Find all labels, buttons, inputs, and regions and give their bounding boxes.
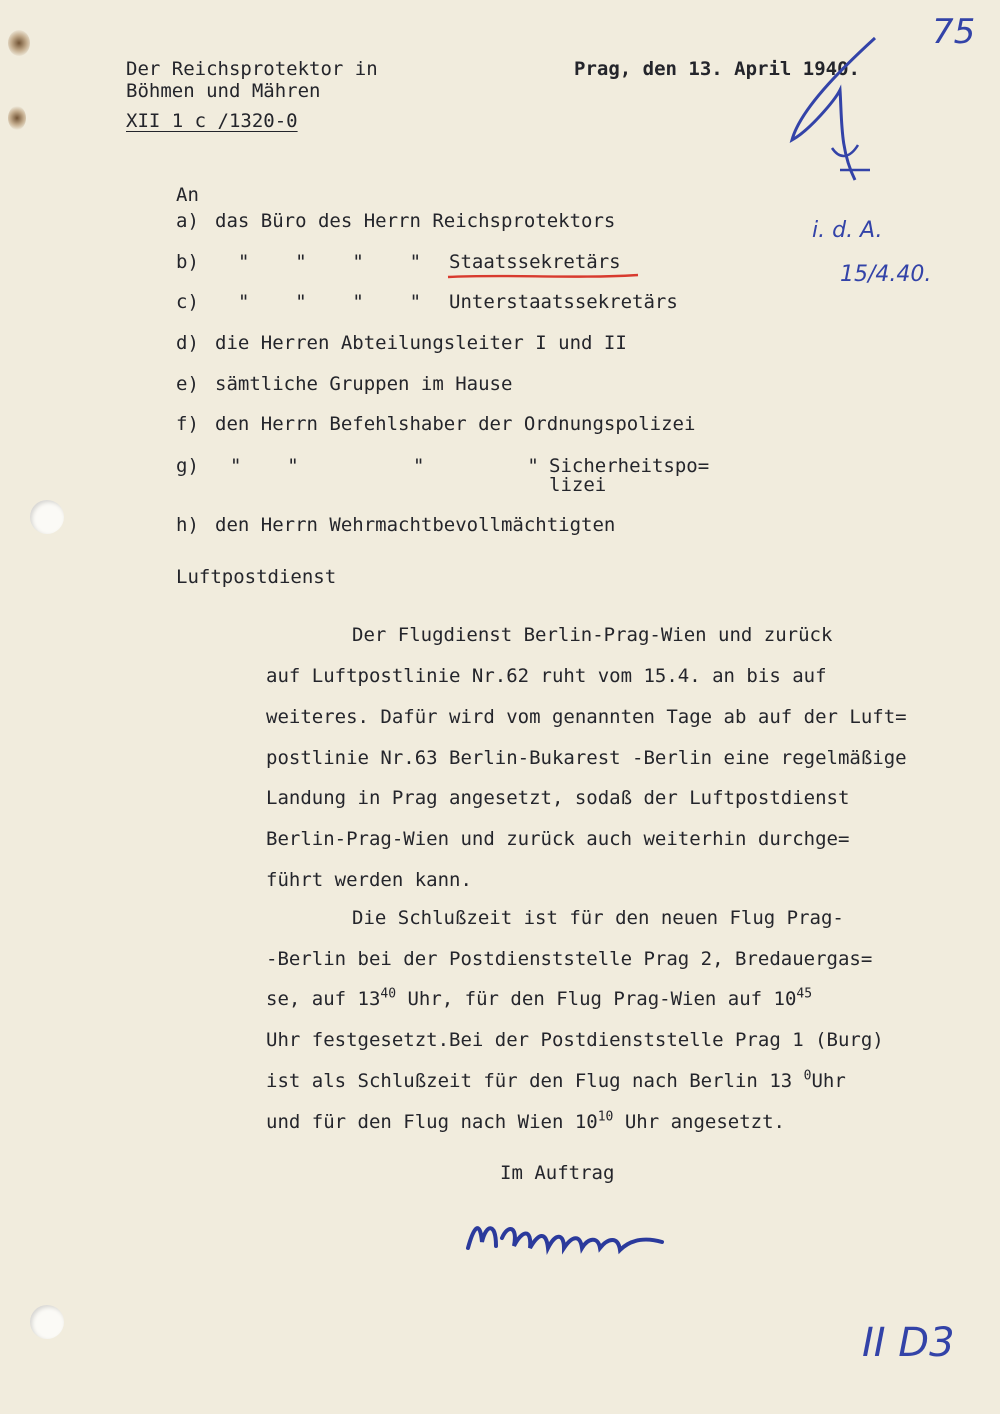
recipient-letter: c) <box>176 291 199 313</box>
recipient-text-continued: lizei <box>549 474 607 496</box>
filing-mark: II D3 <box>862 1320 955 1366</box>
body-line: Die Schlußzeit ist für den neuen Flug Prag- <box>352 907 844 929</box>
margin-note-2: 15/4.40. <box>840 262 932 287</box>
body-line: Berlin-Prag-Wien und zurück auch weiterhin durchge= <box>266 828 850 850</box>
body-line-times <box>266 988 812 1010</box>
body-line-times <box>266 1070 846 1092</box>
recipient-text: den Herrn Wehrmachtbevollmächtigten <box>215 514 616 536</box>
body-line: Uhr festgesetzt.Bei der Postdienststelle Prag 1 (Burg) <box>266 1029 884 1051</box>
recipients-intro: An <box>176 184 199 206</box>
time-superscript: 45 <box>796 986 813 1002</box>
rust-stain <box>8 30 30 56</box>
punch-hole <box>30 500 64 534</box>
handwritten-signature <box>462 1208 682 1268</box>
time-superscript: 10 <box>597 1109 614 1125</box>
body-line: postlinie Nr.63 Berlin-Bukarest -Berlin eine regelmäßige <box>266 747 907 769</box>
body-text-segment: se, auf 13 <box>266 988 381 1010</box>
recipient-letter: h) <box>176 514 199 536</box>
page-number-handwritten: 75 <box>932 12 976 52</box>
closing-formula: Im Auftrag <box>500 1162 615 1184</box>
rust-stain <box>8 106 26 130</box>
recipient-ditto: " " " " <box>238 291 422 313</box>
body-line: führt werden kann. <box>266 869 472 891</box>
body-line: weiteres. Dafür wird vom genannten Tage ab auf der Luft= <box>266 706 907 728</box>
recipient-letter: f) <box>176 413 199 435</box>
recipient-ditto: " " " " <box>238 251 422 273</box>
recipient-text: das Büro des Herrn Reichsprotektors <box>215 210 616 232</box>
punch-hole <box>30 1305 64 1339</box>
recipient-letter: a) <box>176 210 199 232</box>
body-line-times <box>266 1111 785 1133</box>
recipient-text: Sicherheitspo= <box>549 455 710 477</box>
body-text-segment: Uhr <box>811 1070 846 1092</box>
recipient-text: den Herrn Befehlshaber der Ordnungspolizei <box>215 413 696 435</box>
body-text-segment: und für den Flug nach Wien 10 <box>266 1111 598 1133</box>
recipient-letter: d) <box>176 332 199 354</box>
body-text-segment: ist als Schlußzeit für den Flug nach Berlin 13 <box>266 1070 804 1092</box>
place-date: Prag, den 13. April 1940. <box>574 58 860 80</box>
recipient-text: die Herren Abteilungsleiter I und II <box>215 332 627 354</box>
subject-line: Luftpostdienst <box>176 566 337 588</box>
body-line: auf Luftpostlinie Nr.62 ruht vom 15.4. an bis auf <box>266 665 827 687</box>
authority-line-2: Böhmen und Mähren <box>126 80 321 102</box>
body-text-segment: Uhr, für den Flug Prag-Wien auf 10 <box>396 988 797 1010</box>
body-text-segment: Uhr angesetzt. <box>613 1111 785 1133</box>
body-line: -Berlin bei der Postdienststelle Prag 2, Bredauergas= <box>266 948 873 970</box>
recipient-letter: b) <box>176 251 199 273</box>
authority-line-1: Der Reichsprotektor in <box>126 58 378 80</box>
recipient-text: sämtliche Gruppen im Hause <box>215 373 513 395</box>
body-line: Der Flugdienst Berlin-Prag-Wien und zurück <box>352 624 833 646</box>
reference-number: XII 1 c /1320-0 <box>126 110 298 132</box>
margin-note-1: i. d. A. <box>812 218 883 243</box>
recipient-letter: g) <box>176 455 199 477</box>
time-superscript: 40 <box>380 986 397 1002</box>
recipient-text: Staatssekretärs <box>449 251 621 273</box>
recipient-ditto: " " " " <box>230 455 539 477</box>
body-line: Landung in Prag angesetzt, sodaß der Luftpostdienst <box>266 787 850 809</box>
recipient-text: Unterstaatssekretärs <box>449 291 678 313</box>
time-superscript: 0 <box>803 1068 812 1084</box>
handwritten-initial-mark <box>780 30 900 200</box>
recipient-letter: e) <box>176 373 199 395</box>
red-underline <box>446 272 640 280</box>
